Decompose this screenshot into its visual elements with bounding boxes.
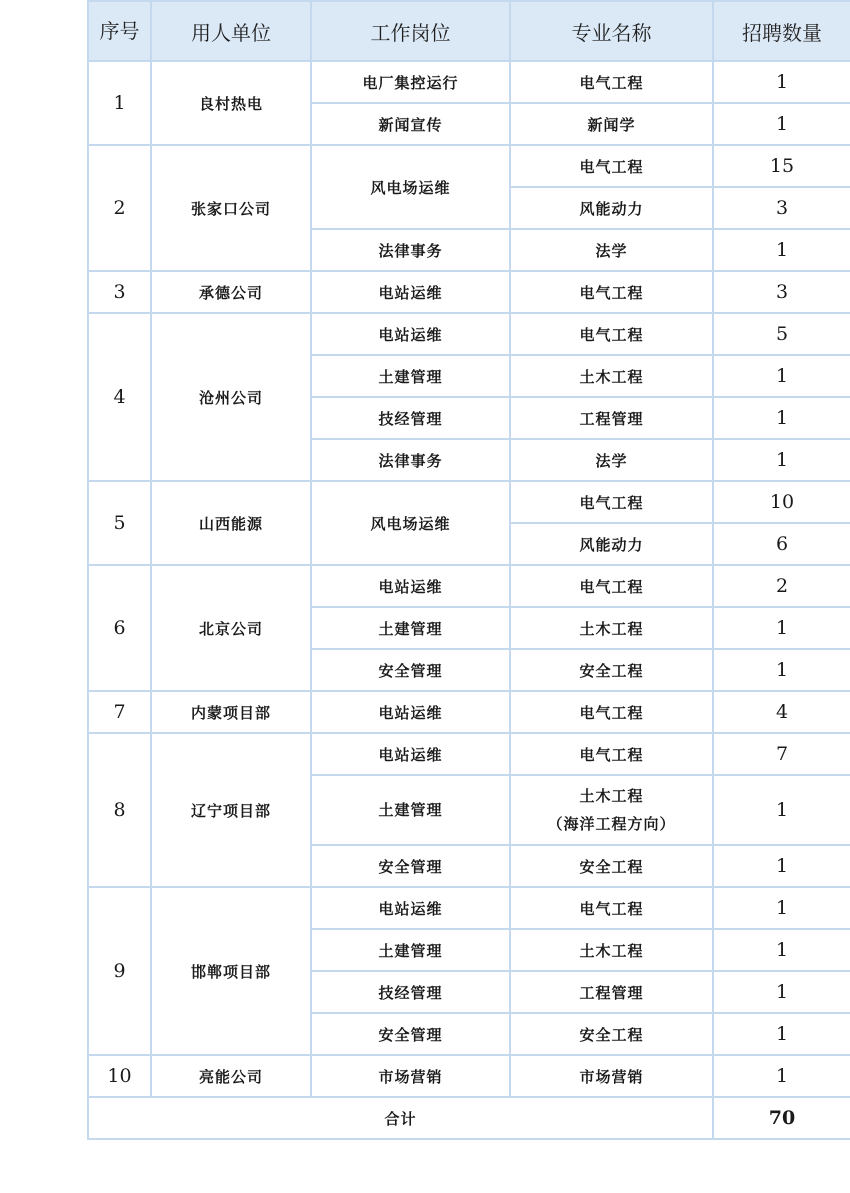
- post-cell: 安全管理: [311, 1013, 510, 1055]
- table-row: [88, 481, 850, 523]
- count-cell: 5: [713, 313, 850, 355]
- header-unit: 用人单位: [151, 1, 311, 61]
- major-cell: 电气工程: [510, 565, 713, 607]
- major-cell: 安全工程: [510, 845, 713, 887]
- major-cell: [510, 775, 713, 845]
- post-cell: 市场营销: [311, 1055, 510, 1097]
- major-cell: 土木工程: [510, 355, 713, 397]
- post-cell: 技经管理: [311, 971, 510, 1013]
- major-note: （海洋工程方向）: [547, 815, 676, 833]
- post-cell: 电站运维: [311, 565, 510, 607]
- count-cell: 1: [713, 607, 850, 649]
- total-value: 70: [713, 1097, 850, 1139]
- count-cell: 1: [713, 61, 850, 103]
- table-row: [88, 733, 850, 775]
- major-cell: 电气工程: [510, 313, 713, 355]
- table-row: [88, 1055, 850, 1097]
- unit-cell: 邯郸项目部: [151, 887, 311, 1055]
- count-cell: 1: [713, 229, 850, 271]
- table-row: [88, 271, 850, 313]
- count-cell: 1: [713, 887, 850, 929]
- count-cell: 1: [713, 649, 850, 691]
- table-row: [88, 691, 850, 733]
- major-cell: 电气工程: [510, 887, 713, 929]
- seq-cell: 3: [88, 271, 151, 313]
- post-cell: 技经管理: [311, 397, 510, 439]
- unit-cell: 辽宁项目部: [151, 733, 311, 887]
- major-cell: 安全工程: [510, 649, 713, 691]
- table-row: [88, 61, 850, 103]
- post-cell: 法律事务: [311, 229, 510, 271]
- unit-cell: 亮能公司: [151, 1055, 311, 1097]
- unit-cell: 北京公司: [151, 565, 311, 691]
- major-cell: 新闻学: [510, 103, 713, 145]
- count-cell: 1: [713, 1013, 850, 1055]
- count-cell: 3: [713, 271, 850, 313]
- count-cell: 1: [713, 439, 850, 481]
- count-cell: 10: [713, 481, 850, 523]
- unit-cell: 承德公司: [151, 271, 311, 313]
- seq-cell: 9: [88, 887, 151, 1055]
- count-cell: 2: [713, 565, 850, 607]
- seq-cell: 8: [88, 733, 151, 887]
- post-cell: 法律事务: [311, 439, 510, 481]
- recruitment-table: [87, 0, 850, 1140]
- seq-cell: 5: [88, 481, 151, 565]
- major-cell: 市场营销: [510, 1055, 713, 1097]
- count-cell: 4: [713, 691, 850, 733]
- count-cell: 1: [713, 845, 850, 887]
- seq-cell: 1: [88, 61, 151, 145]
- unit-cell: 山西能源: [151, 481, 311, 565]
- table-row: [88, 313, 850, 355]
- count-cell: 1: [713, 1055, 850, 1097]
- unit-cell: 张家口公司: [151, 145, 311, 271]
- total-row: [88, 1097, 850, 1139]
- major-cell: 土木工程: [510, 929, 713, 971]
- seq-cell: 7: [88, 691, 151, 733]
- recruitment-table-container: [87, 0, 850, 1140]
- major-cell: 风能动力: [510, 187, 713, 229]
- major-cell: 安全工程: [510, 1013, 713, 1055]
- count-cell: 15: [713, 145, 850, 187]
- header-row: [88, 1, 850, 61]
- seq-cell: 6: [88, 565, 151, 691]
- total-label: 合计: [88, 1097, 713, 1139]
- seq-cell: 2: [88, 145, 151, 271]
- post-cell: 新闻宣传: [311, 103, 510, 145]
- unit-cell: 内蒙项目部: [151, 691, 311, 733]
- major-cell: 法学: [510, 439, 713, 481]
- seq-cell: 10: [88, 1055, 151, 1097]
- count-cell: 1: [713, 775, 850, 845]
- table-row: [88, 565, 850, 607]
- post-cell: 风电场运维: [311, 481, 510, 565]
- post-cell: 土建管理: [311, 929, 510, 971]
- table-row: [88, 887, 850, 929]
- count-cell: 1: [713, 929, 850, 971]
- header-major: 专业名称: [510, 1, 713, 61]
- major-cell: 电气工程: [510, 61, 713, 103]
- header-seq: 序号: [88, 1, 151, 61]
- count-cell: 1: [713, 355, 850, 397]
- count-cell: 7: [713, 733, 850, 775]
- major-cell: 土木工程: [510, 607, 713, 649]
- count-cell: 3: [713, 187, 850, 229]
- header-count: 招聘数量: [713, 1, 850, 61]
- post-cell: 土建管理: [311, 355, 510, 397]
- major-cell: 法学: [510, 229, 713, 271]
- post-cell: 电站运维: [311, 691, 510, 733]
- major-cell: 电气工程: [510, 691, 713, 733]
- post-cell: 安全管理: [311, 845, 510, 887]
- major-cell: 电气工程: [510, 733, 713, 775]
- major-cell: 电气工程: [510, 145, 713, 187]
- post-cell: 土建管理: [311, 607, 510, 649]
- unit-cell: 沧州公司: [151, 313, 311, 481]
- count-cell: 6: [713, 523, 850, 565]
- post-cell: 电站运维: [311, 313, 510, 355]
- seq-cell: 4: [88, 313, 151, 481]
- header-post: 工作岗位: [311, 1, 510, 61]
- major-cell: 工程管理: [510, 971, 713, 1013]
- post-cell: 安全管理: [311, 649, 510, 691]
- major-cell: 电气工程: [510, 481, 713, 523]
- count-cell: 1: [713, 397, 850, 439]
- table-row: [88, 145, 850, 187]
- unit-cell: 良村热电: [151, 61, 311, 145]
- count-cell: 1: [713, 971, 850, 1013]
- post-cell: 风电场运维: [311, 145, 510, 229]
- major-cell: 电气工程: [510, 271, 713, 313]
- post-cell: 土建管理: [311, 775, 510, 845]
- post-cell: 电站运维: [311, 733, 510, 775]
- post-cell: 电厂集控运行: [311, 61, 510, 103]
- post-cell: 电站运维: [311, 887, 510, 929]
- major-cell: 风能动力: [510, 523, 713, 565]
- count-cell: 1: [713, 103, 850, 145]
- major-cell: 工程管理: [510, 397, 713, 439]
- major-text: 土木工程: [579, 787, 644, 805]
- post-cell: 电站运维: [311, 271, 510, 313]
